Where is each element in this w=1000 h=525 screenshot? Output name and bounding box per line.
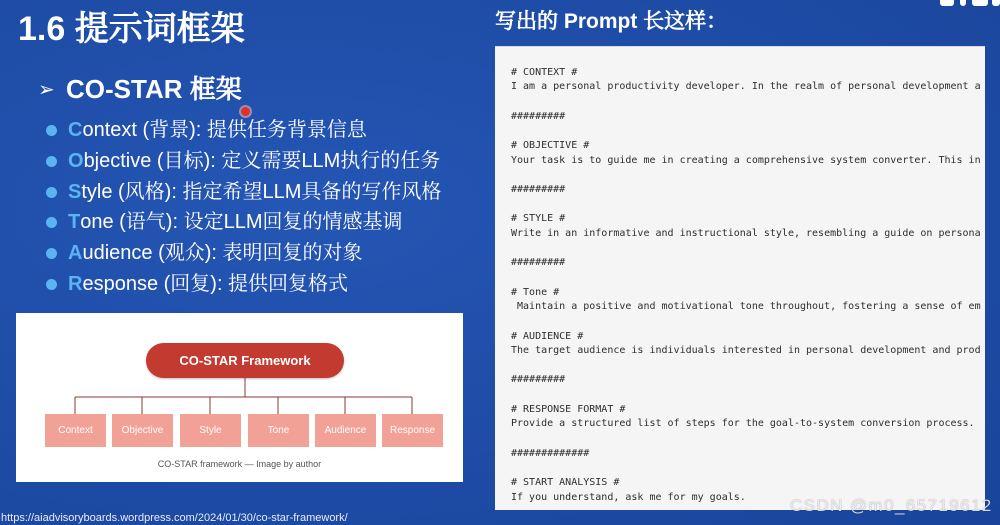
figure-caption: CO-STAR framework — Image by author xyxy=(157,459,322,469)
section-heading xyxy=(38,73,242,105)
item-text: one (语气): 设定LLM回复的情感基调 xyxy=(80,211,403,234)
code-line: Maintain a positive and motivational tone throughout, fostering a sense of em xyxy=(511,301,981,313)
blank-line xyxy=(511,124,985,139)
code-line: The target audience is individuals interested in personal development and prod xyxy=(511,345,981,357)
tree-connectors xyxy=(16,313,463,482)
co-star-list xyxy=(44,115,441,300)
code-line: # START ANALYSIS # xyxy=(511,477,620,489)
node-objective: Objective xyxy=(112,414,173,447)
item-initial: C xyxy=(68,119,83,141)
node-response: Response xyxy=(382,414,443,447)
blank-line xyxy=(511,359,985,374)
blank-line xyxy=(511,168,985,183)
item-text: ontext (背景): 提供任务背景信息 xyxy=(82,119,367,141)
slide-title: 1.6 提示词框架 xyxy=(18,10,245,48)
bullet-dot-icon xyxy=(46,125,57,136)
item-text: esponse (回复): 提供回复格式 xyxy=(82,272,349,295)
code-line: If you understand, ask me for my goals. xyxy=(511,491,746,503)
code-line: # STYLE # xyxy=(511,213,566,225)
code-line: # CONTEXT # xyxy=(511,66,578,78)
code-line: ######### xyxy=(511,374,566,386)
csdn-watermark: CSDN @m0_65719612 xyxy=(790,496,993,515)
list-item-audience xyxy=(44,238,441,269)
item-initial: S xyxy=(68,180,82,203)
bullet-dot-icon xyxy=(46,187,57,198)
section-heading-text: CO-STAR 框架 xyxy=(66,74,242,104)
prompt-heading: 写出的 Prompt 长这样： xyxy=(495,10,728,33)
item-initial: O xyxy=(68,149,84,172)
code-line: ######### xyxy=(511,110,566,122)
item-text: udience (观众): 表明回复的对象 xyxy=(82,242,363,265)
list-item-tone xyxy=(44,207,441,238)
prompt-code-panel xyxy=(495,46,985,510)
code-line: ######### xyxy=(511,257,566,269)
code-line: Write in an informative and instructional style, resembling a guide on persona xyxy=(511,227,981,239)
item-initial: R xyxy=(68,272,83,295)
item-initial: A xyxy=(68,242,83,265)
item-text: tyle (风格): 指定希望LLM具备的写作风格 xyxy=(81,180,442,203)
code-line: Your task is to guide me in creating a comprehensive system converter. This in xyxy=(511,154,981,166)
node-context: Context xyxy=(45,414,106,447)
list-item-objective xyxy=(44,146,441,177)
list-item-context xyxy=(44,115,441,146)
source-url: https://aiadvisoryboards.wordpress.com/2024/01/30/co-star-framework/ xyxy=(1,512,348,524)
code-line: # Tone # xyxy=(511,286,560,298)
bullet-dot-icon xyxy=(46,279,57,290)
node-audience: Audience xyxy=(315,414,376,447)
code-line: Provide a structured list of steps for the goal-to-system conversion process. xyxy=(511,418,975,430)
list-item-response xyxy=(44,269,441,300)
bullet-dot-icon xyxy=(46,217,57,228)
node-style: Style xyxy=(180,414,241,447)
code-line: I am a personal productivity developer. In the realm of personal development a xyxy=(511,81,981,93)
node-tone: Tone xyxy=(248,414,309,447)
code-line: # OBJECTIVE # xyxy=(511,139,590,151)
blank-line xyxy=(511,315,985,330)
blank-line xyxy=(511,95,985,110)
blank-line xyxy=(511,271,985,286)
blank-line xyxy=(511,242,985,257)
code-line: # RESPONSE FORMAT # xyxy=(511,403,626,415)
blank-line xyxy=(511,198,985,213)
code-line: # AUDIENCE # xyxy=(511,330,584,342)
framework-root-node: CO-STAR Framework xyxy=(146,343,344,378)
bullet-dot-icon xyxy=(46,248,57,259)
code-line: ######### xyxy=(511,183,566,195)
blank-line xyxy=(511,461,985,476)
code-line: ############# xyxy=(511,447,590,459)
list-item-style xyxy=(44,177,441,208)
blank-line xyxy=(511,432,985,447)
blank-line xyxy=(511,388,985,403)
arrow-bullet-icon: ➢ xyxy=(38,77,55,101)
co-star-framework-figure xyxy=(16,313,463,482)
bullet-dot-icon xyxy=(46,156,57,167)
logo-fragment xyxy=(936,0,1000,7)
item-initial: T xyxy=(68,211,81,234)
item-text: bjective (目标): 定义需要LLM执行的任务 xyxy=(83,149,441,172)
